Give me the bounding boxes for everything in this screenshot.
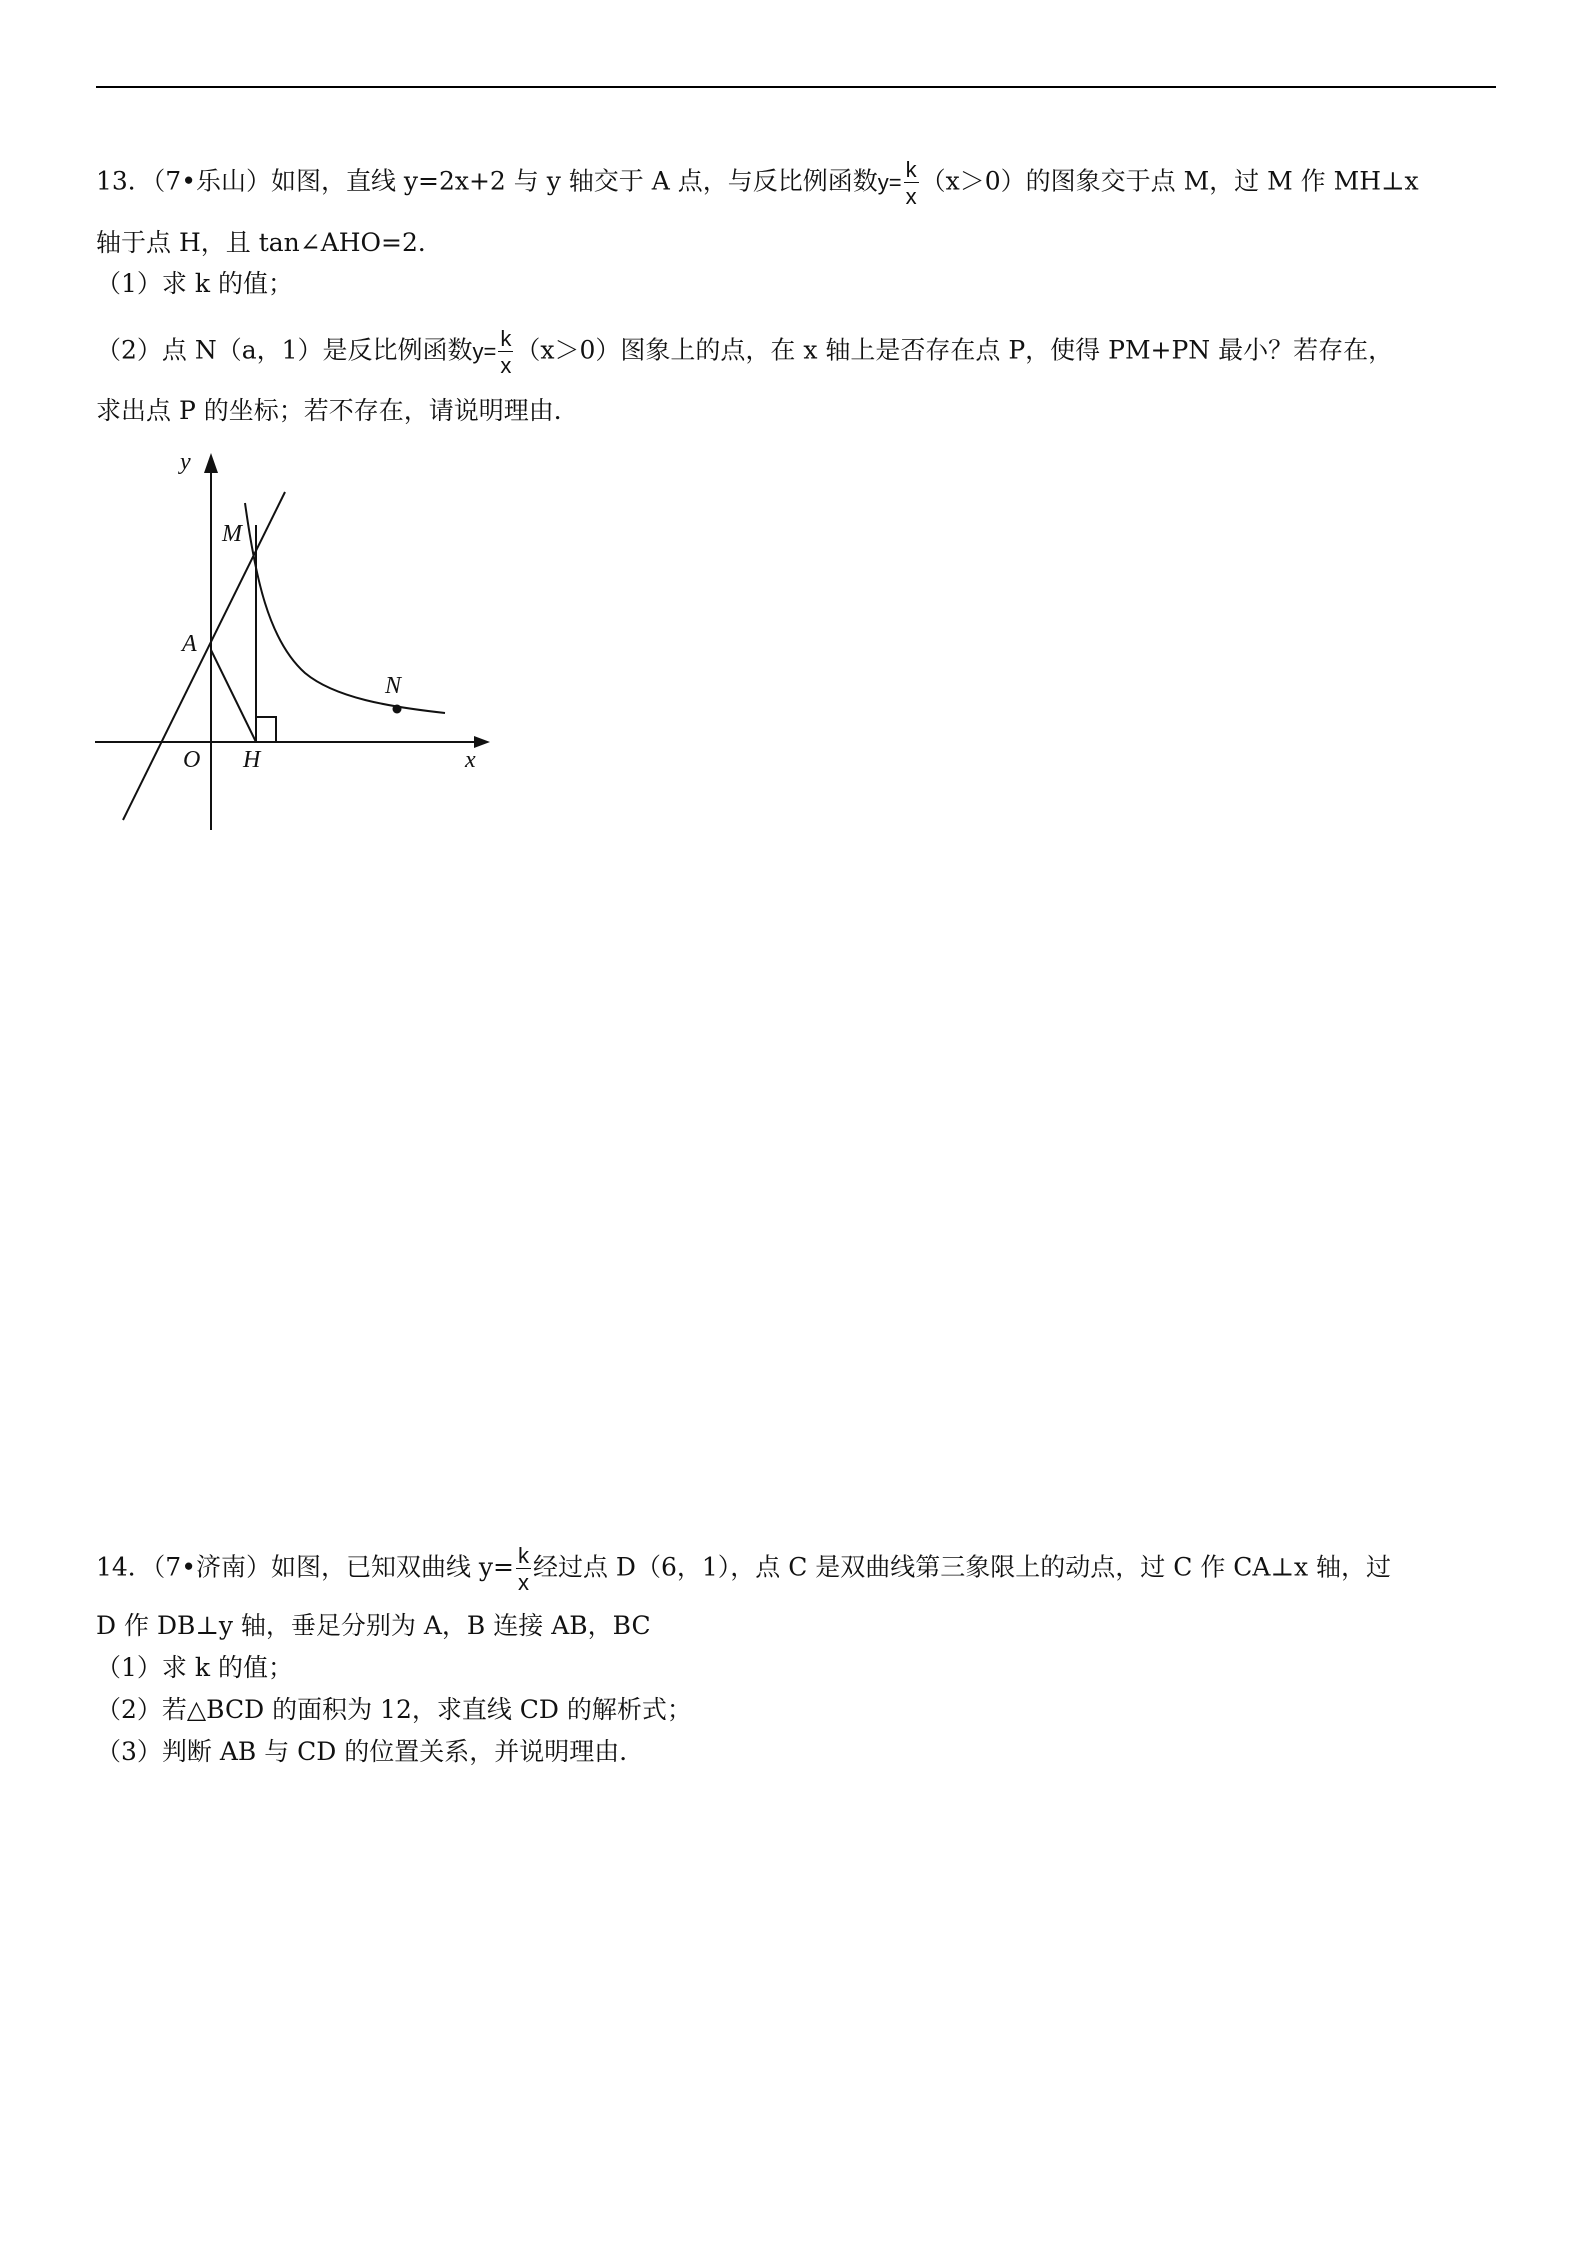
- q13-part2-frac-y: y=: [472, 339, 497, 365]
- point-N: [393, 705, 402, 714]
- right-angle-mark: [256, 717, 276, 742]
- q13-part2-fraction: [498, 327, 513, 377]
- q14-part3: （3）判断 AB 与 CD 的位置关系，并说明理由．: [96, 1737, 645, 1766]
- q13-line2: 轴于点 H，且 tan∠AHO=2．: [96, 228, 443, 257]
- q14-part2: （2）若△BCD 的面积为 12，求直线 CD 的解析式；: [96, 1695, 692, 1724]
- label-H: H: [243, 747, 261, 773]
- q14-part1: （1）求 k 的值；: [96, 1653, 293, 1682]
- label-A: A: [182, 631, 197, 657]
- header-rule: [96, 86, 1496, 88]
- q14-text-a: 14．（7•济南）如图，已知双曲线 y=: [96, 1552, 514, 1582]
- q13-part2-text-b: （x＞0）图象上的点，在 x 轴上是否存在点 P，使得 PM+PN 最小？若存在，: [515, 335, 1394, 365]
- frac-denominator: x: [517, 1570, 529, 1596]
- label-M: M: [222, 521, 242, 547]
- frac-numerator: k: [500, 326, 512, 351]
- y-axis-arrow: [204, 453, 218, 473]
- hyperbola-curve: [245, 503, 445, 713]
- q13-line5: 求出点 P 的坐标；若不存在，请说明理由．: [96, 396, 579, 425]
- q13-figure: [90, 445, 510, 830]
- q14-line1: [96, 1544, 1391, 1594]
- q13-part1: （1）求 k 的值；: [96, 269, 293, 298]
- label-O: O: [183, 747, 201, 773]
- q13-text-a: 13．（7•乐山）如图，直线 y=2x+2 与 y 轴交于 A 点，与反比例函数: [96, 166, 878, 196]
- q13-part2: [96, 327, 1393, 377]
- frac-denominator: x: [905, 184, 917, 210]
- label-N: N: [385, 673, 402, 699]
- q13-fraction: [904, 158, 919, 208]
- q14-fraction: [516, 1544, 531, 1594]
- segment-AH: [211, 650, 256, 742]
- q13-frac-y: y=: [877, 170, 902, 196]
- q13-line1: [96, 158, 1419, 208]
- label-y: y: [180, 449, 191, 475]
- frac-numerator: k: [905, 157, 917, 182]
- label-x: x: [465, 747, 476, 773]
- frac-numerator: k: [517, 1543, 529, 1568]
- line-y-2x-2: [123, 492, 285, 820]
- x-axis-arrow: [474, 736, 490, 748]
- q13-part2-text-a: （2）点 N（a，1）是反比例函数: [96, 335, 473, 365]
- q14-line2: D 作 DB⊥y 轴，垂足分别为 A，B 连接 AB，BC: [96, 1611, 651, 1640]
- q13-text-b: （x＞0）的图象交于点 M，过 M 作 MH⊥x: [920, 166, 1419, 196]
- q14-text-b: 经过点 D（6，1），点 C 是双曲线第三象限上的动点，过 C 作 CA⊥x 轴，过: [532, 1552, 1392, 1582]
- frac-denominator: x: [500, 353, 512, 379]
